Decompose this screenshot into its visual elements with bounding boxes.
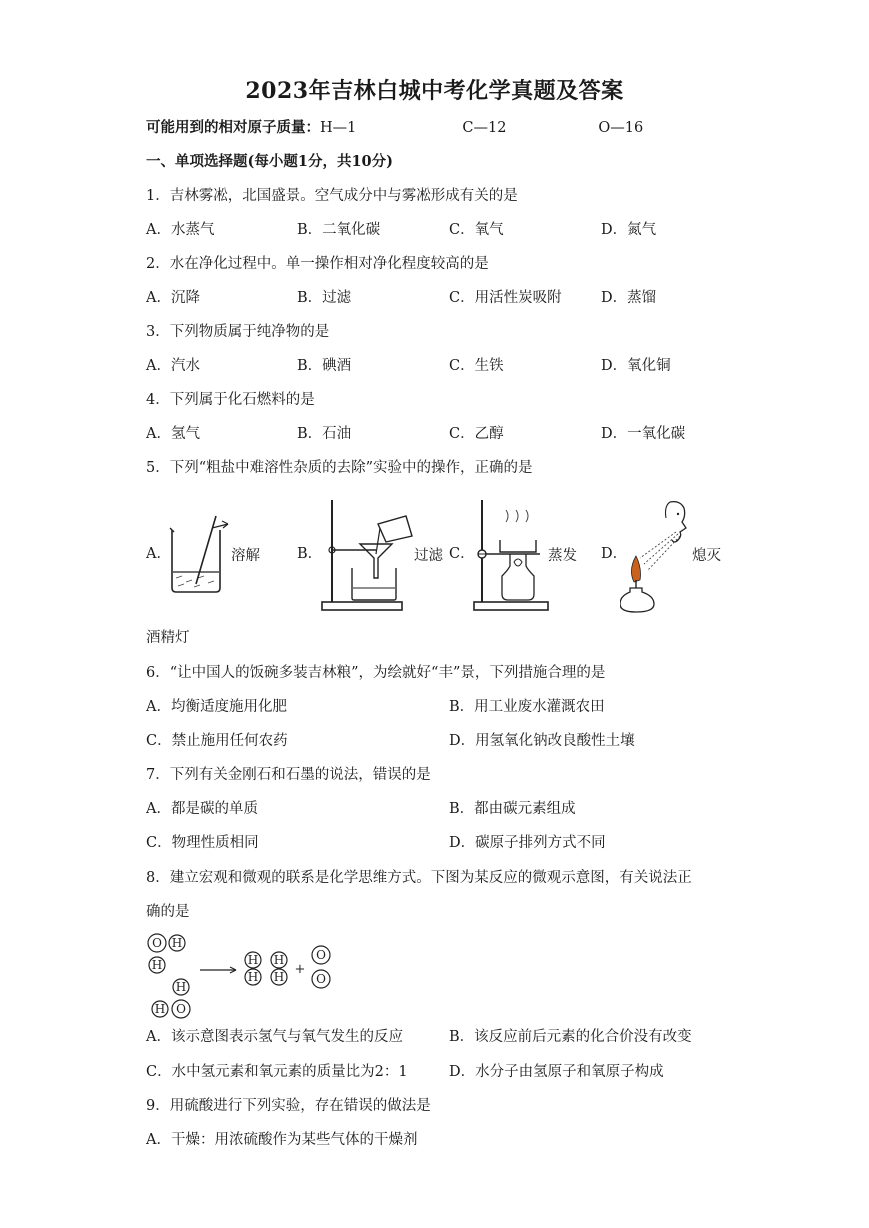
q2-option-b: B．过滤 bbox=[297, 290, 352, 306]
question-9-stem: 9．用硫酸进行下列实验，存在错误的做法是 bbox=[146, 1098, 431, 1114]
q1-option-d: D．氮气 bbox=[601, 222, 657, 238]
atom-h-1: H bbox=[171, 936, 183, 950]
question-6-stem: 6．“让中国人的饭碗多装吉林粮”，为绘就好“丰”景，下列措施合理的是 bbox=[146, 665, 606, 681]
q5-option-d-label: 熄灭 bbox=[692, 548, 721, 564]
q5-option-c: C． bbox=[449, 546, 475, 562]
q4-option-a: A．氢气 bbox=[146, 426, 200, 442]
evaporation-setup-figure bbox=[470, 496, 556, 614]
q2-option-a: A．沉降 bbox=[146, 290, 200, 306]
q1-option-b: B．二氧化碳 bbox=[297, 222, 381, 238]
q1-option-a: A．水蒸气 bbox=[146, 222, 215, 238]
question-1-stem: 1．吉林雾凇，北国盛景。空气成分中与雾凇形成有关的是 bbox=[146, 188, 518, 204]
q3-option-b: B．碘酒 bbox=[297, 358, 352, 374]
q5-option-a: A． bbox=[146, 546, 171, 562]
atom-h-3: H bbox=[175, 980, 187, 994]
atomic-mass-o: O—16 bbox=[598, 120, 644, 136]
q3-option-a: A．汽水 bbox=[146, 358, 200, 374]
question-7-stem: 7．下列有关金刚石和石墨的说法，错误的是 bbox=[146, 767, 431, 783]
question-4-stem: 4．下列属于化石燃料的是 bbox=[146, 392, 315, 408]
question-5-tail: 酒精灯 bbox=[146, 630, 190, 646]
q5-option-a-label: 溶解 bbox=[231, 548, 260, 564]
q8-option-a: A．该示意图表示氢气与氧气发生的反应 bbox=[146, 1029, 403, 1045]
q7-option-b: B．都由碳元素组成 bbox=[449, 801, 576, 817]
atom-h-4: H bbox=[154, 1002, 166, 1016]
atom-o-2: O bbox=[176, 1002, 186, 1016]
q8-option-d: D．水分子由氢原子和氧原子构成 bbox=[449, 1064, 664, 1080]
atomic-mass-h: H—1 bbox=[320, 120, 357, 136]
q9-option-a: A．干燥：用浓硫酸作为某些气体的干燥剂 bbox=[146, 1132, 418, 1148]
question-2-stem: 2．水在净化过程中。单一操作相对净化程度较高的是 bbox=[146, 256, 489, 272]
question-8-stem-line1: 8．建立宏观和微观的联系是化学思维方式。下图为某反应的微观示意图，有关说法正 bbox=[146, 870, 692, 886]
q7-option-d: D．碳原子排列方式不同 bbox=[449, 835, 606, 851]
q8-option-b: B．该反应前后元素的化合价没有改变 bbox=[449, 1029, 692, 1045]
atom-h-2: H bbox=[151, 958, 163, 972]
q8-option-c: C．水中氢元素和氧元素的质量比为2：1 bbox=[146, 1064, 408, 1080]
q7-option-c: C．物理性质相同 bbox=[146, 835, 259, 851]
q5-option-d: D． bbox=[601, 546, 628, 562]
q6-option-c: C．禁止施用任何农药 bbox=[146, 733, 288, 749]
question-5-stem: 5．下列“粗盐中难溶性杂质的去除”实验中的操作，正确的是 bbox=[146, 460, 533, 476]
q3-option-d: D．氧化铜 bbox=[601, 358, 671, 374]
q2-option-d: D．蒸馏 bbox=[601, 290, 657, 306]
atom-h-6: H bbox=[247, 970, 259, 984]
question-3-stem: 3．下列物质属于纯净物的是 bbox=[146, 324, 330, 340]
q2-option-c: C．用活性炭吸附 bbox=[449, 290, 562, 306]
atom-o-4: O bbox=[316, 972, 326, 986]
q6-option-d: D．用氢氧化钠改良酸性土壤 bbox=[449, 733, 635, 749]
q6-option-b: B．用工业废水灌溉农田 bbox=[449, 699, 605, 715]
reaction-arrow bbox=[200, 967, 236, 973]
atom-o-3: O bbox=[316, 948, 326, 962]
q4-option-d: D．一氧化碳 bbox=[601, 426, 686, 442]
q6-option-a: A．均衡适度施用化肥 bbox=[146, 699, 287, 715]
q1-option-c: C．氧气 bbox=[449, 222, 504, 238]
atom-o-1: O bbox=[152, 936, 162, 950]
question-8-stem-line2: 确的是 bbox=[146, 904, 190, 920]
atom-h-8: H bbox=[273, 970, 285, 984]
atom-h-7: H bbox=[273, 953, 285, 967]
reaction-microscopic-diagram bbox=[140, 928, 340, 1022]
plus-sign: + bbox=[294, 962, 306, 977]
q5-option-b-label: 过滤 bbox=[414, 548, 443, 564]
q4-option-b: B．石油 bbox=[297, 426, 352, 442]
section-heading: 一、单项选择题(每小题1分，共10分) bbox=[146, 153, 393, 170]
page-title: 2023年吉林白城中考化学真题及答案 bbox=[245, 78, 624, 104]
q7-option-a: A．都是碳的单质 bbox=[146, 801, 258, 817]
q5-option-c-label: 蒸发 bbox=[548, 548, 577, 564]
dissolving-beaker-figure bbox=[166, 512, 230, 594]
atom-h-5: H bbox=[247, 953, 259, 967]
atomic-mass-line bbox=[146, 118, 643, 138]
atomic-mass-label: 可能用到的相对原子质量： bbox=[146, 119, 320, 136]
q4-option-c: C．乙醇 bbox=[449, 426, 504, 442]
atomic-mass-c: C—12 bbox=[462, 120, 507, 136]
q5-option-b: B． bbox=[297, 546, 323, 562]
q3-option-c: C．生铁 bbox=[449, 358, 504, 374]
blowing-out-lamp-figure bbox=[620, 496, 692, 614]
filtration-setup-figure bbox=[318, 496, 414, 614]
